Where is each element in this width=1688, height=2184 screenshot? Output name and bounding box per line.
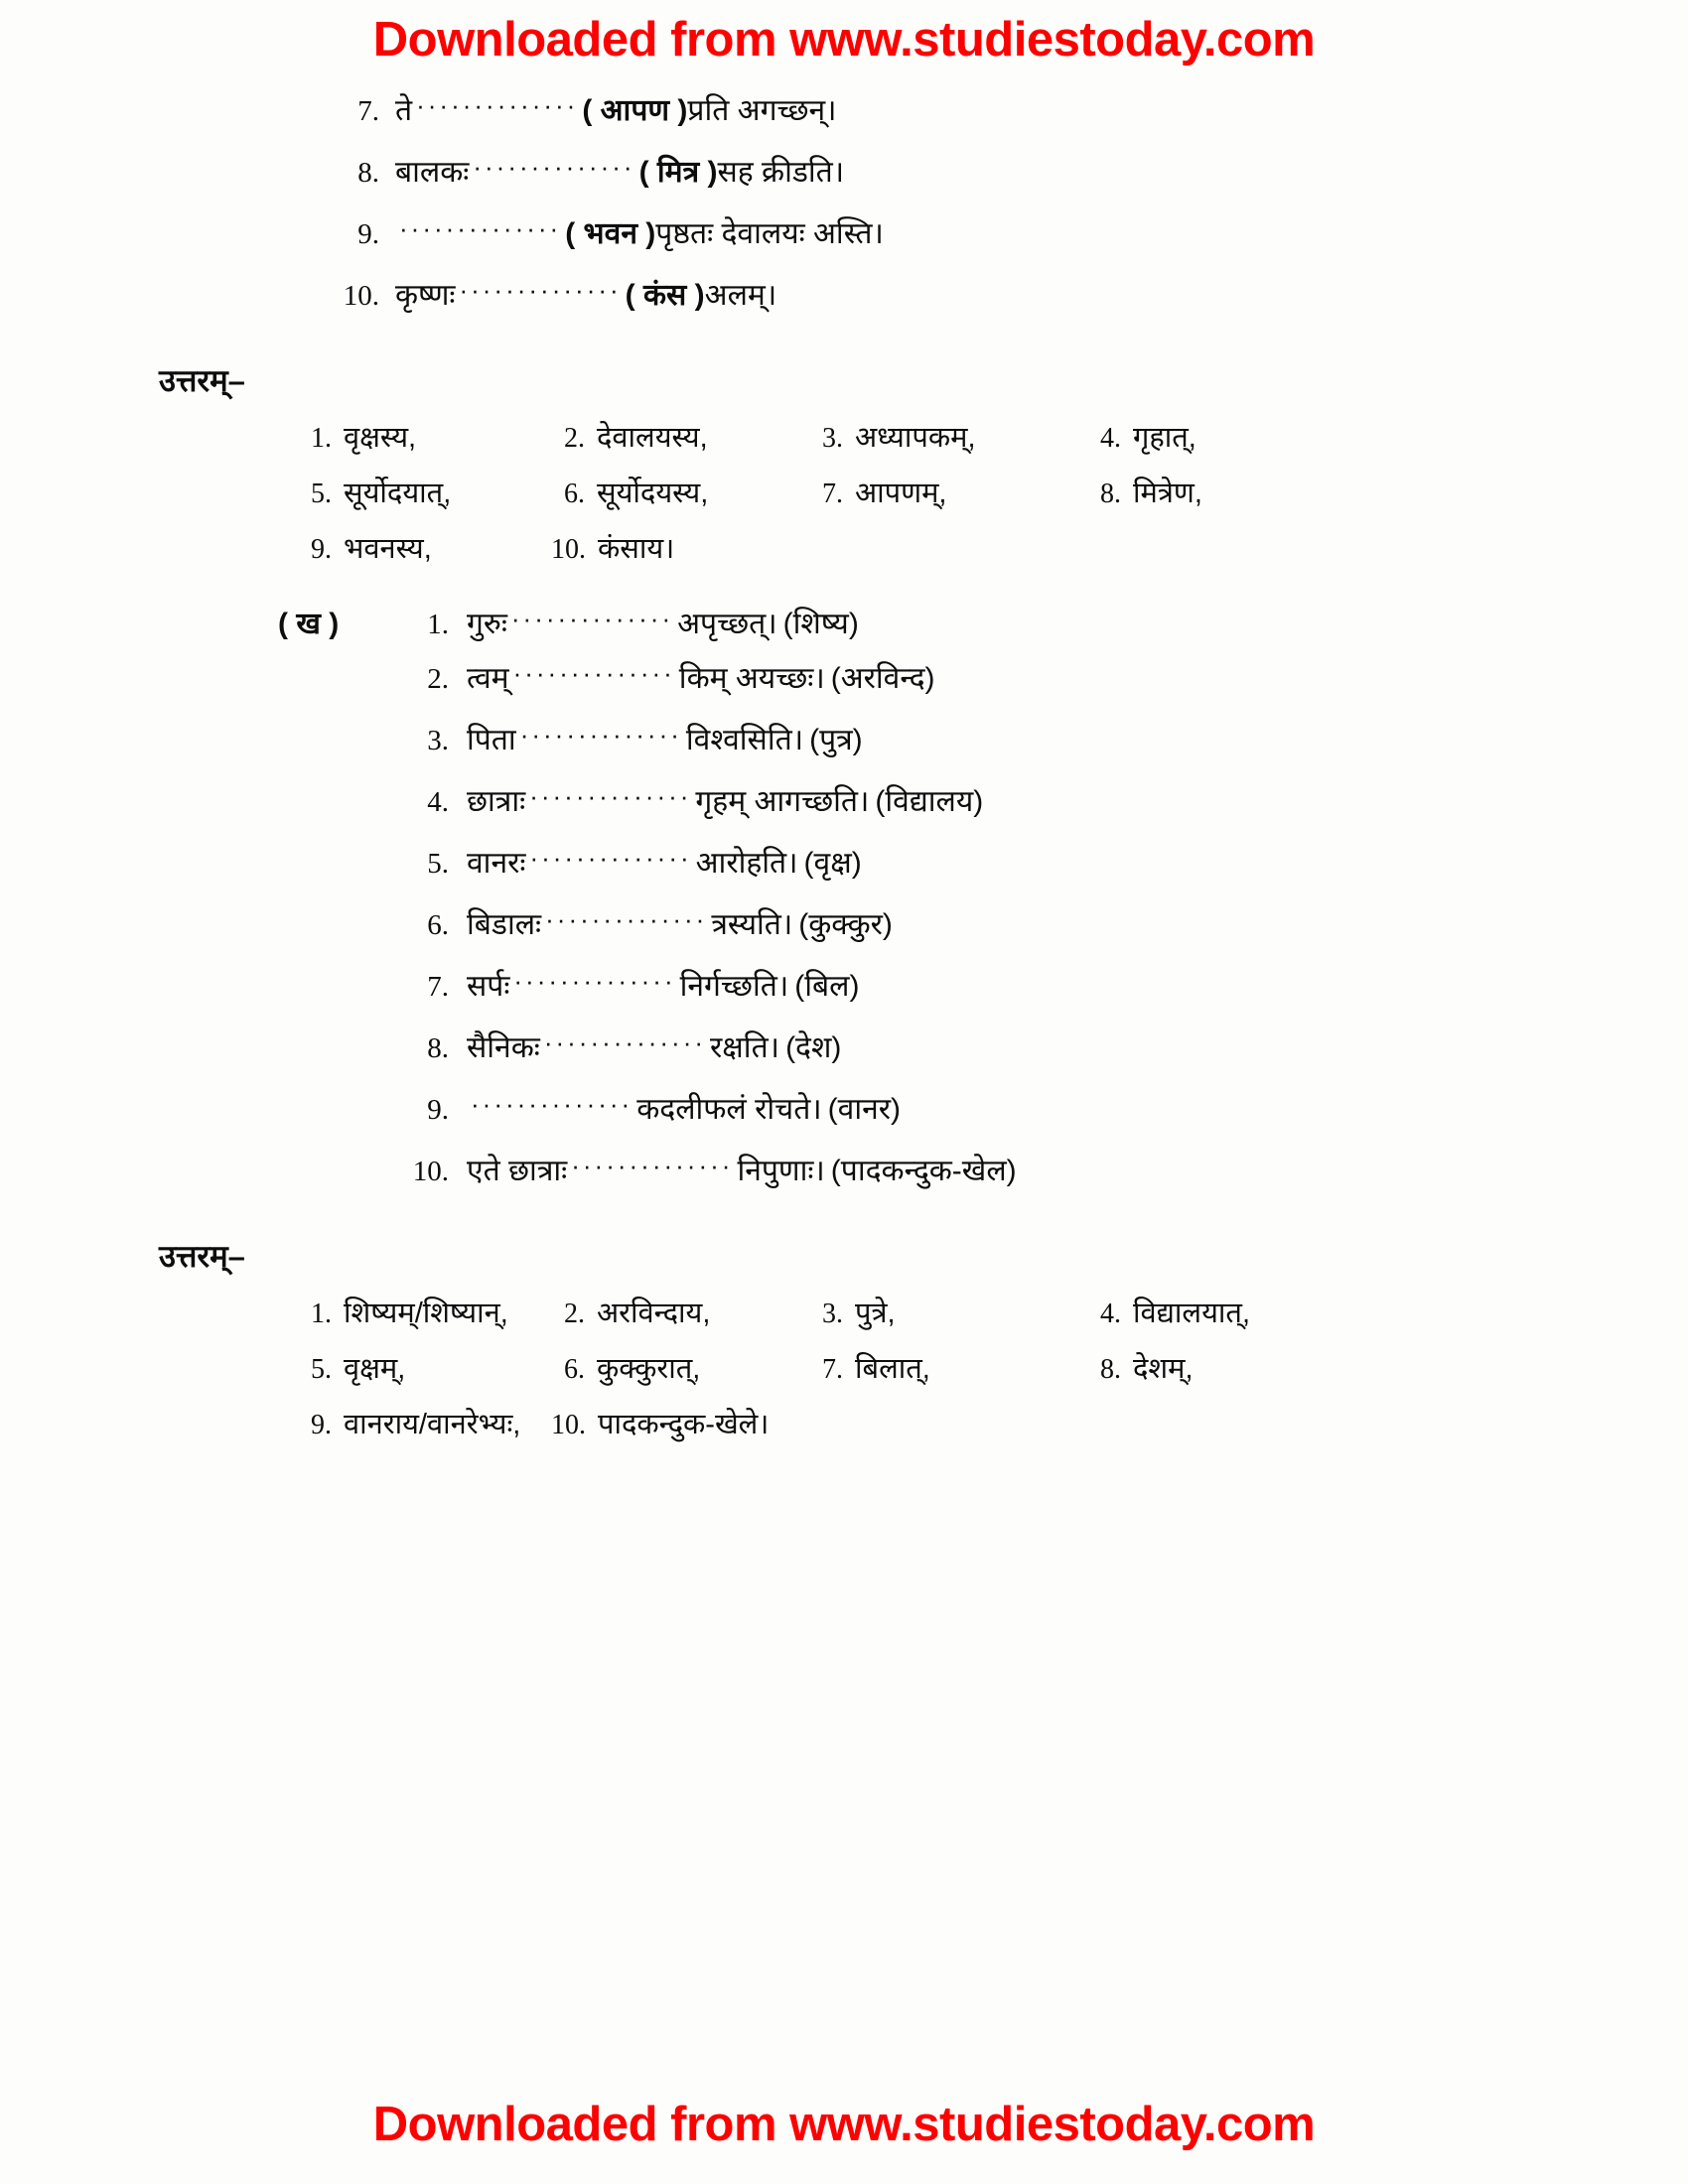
question-text bbox=[467, 1089, 902, 1126]
question-word: ( मित्र ) bbox=[638, 156, 718, 189]
answer-item bbox=[298, 417, 551, 456]
answer-item bbox=[551, 1404, 809, 1442]
answer-value: कंसाय। bbox=[598, 533, 675, 565]
section-b-answers bbox=[0, 1293, 1688, 1459]
question-hint: (शिष्य) bbox=[782, 608, 859, 640]
question-hint: (वानर) bbox=[827, 1093, 902, 1126]
question-number: 7. bbox=[357, 95, 379, 127]
question-number: 6. bbox=[427, 909, 449, 941]
answer-row bbox=[298, 528, 1688, 584]
question-hint: (वृक्ष) bbox=[803, 847, 862, 880]
question-text bbox=[467, 604, 859, 640]
question-post: त्रस्यति। bbox=[711, 908, 793, 941]
answer-index: 5. bbox=[311, 478, 332, 509]
answer-row bbox=[298, 1293, 1688, 1348]
question-row bbox=[387, 720, 1688, 786]
answer-value: आपणम्, bbox=[855, 478, 947, 509]
question-row bbox=[387, 966, 1688, 1032]
question-pre: कृष्णः bbox=[395, 279, 456, 312]
question-post: सह क्रीडति। bbox=[717, 156, 845, 189]
answer-value: मित्रेण, bbox=[1133, 478, 1202, 509]
question-row bbox=[318, 90, 1688, 157]
answer-item bbox=[551, 417, 809, 456]
answer-value: वृक्षम्, bbox=[344, 1353, 406, 1385]
question-text bbox=[467, 720, 863, 756]
section-a-answers-heading: उत्तरम्– bbox=[159, 363, 245, 398]
answer-row bbox=[298, 417, 1688, 473]
blank-dots: ·············· bbox=[529, 843, 692, 873]
answer-value: बिलात्, bbox=[855, 1353, 930, 1385]
question-number: 7. bbox=[427, 971, 449, 1003]
answer-index: 3. bbox=[822, 1298, 843, 1329]
question-hint: (बिल) bbox=[794, 970, 860, 1003]
question-number: 10. bbox=[412, 1156, 449, 1187]
answer-value: भवनस्य, bbox=[344, 533, 432, 565]
answer-value: विद्यालयात्, bbox=[1133, 1297, 1250, 1329]
question-text bbox=[467, 781, 984, 818]
blank-dots: ·············· bbox=[459, 275, 622, 305]
blank-dots: ·············· bbox=[416, 90, 579, 120]
question-post: रक्षति। bbox=[710, 1031, 780, 1064]
answer-index: 2. bbox=[564, 1298, 585, 1329]
question-pre: छात्राः bbox=[467, 785, 526, 818]
answer-item bbox=[551, 1348, 809, 1387]
question-number: 9. bbox=[427, 1094, 449, 1126]
question-number: 5. bbox=[427, 848, 449, 880]
answer-value: अरविन्दाय, bbox=[597, 1297, 711, 1329]
answer-item bbox=[809, 1348, 1087, 1387]
blank-dots: ·············· bbox=[545, 904, 708, 934]
question-pre: ते bbox=[395, 94, 413, 127]
watermark-top: Downloaded from www.studiestoday.com bbox=[372, 13, 1316, 67]
answer-index: 7. bbox=[822, 478, 843, 509]
question-post: पृष्ठतः देवालयः अस्ति। bbox=[655, 217, 884, 250]
answer-value: अध्यापकम्, bbox=[855, 422, 976, 454]
spacer bbox=[0, 1217, 1688, 1235]
blank-dots: ·············· bbox=[571, 1151, 734, 1180]
answer-index: 4. bbox=[1100, 1298, 1121, 1329]
question-hint: (विद्यालय) bbox=[875, 785, 984, 818]
question-pre: पिता bbox=[467, 724, 516, 756]
question-number: 3. bbox=[427, 725, 449, 756]
question-word: ( भवन ) bbox=[565, 217, 656, 250]
answer-item bbox=[809, 1293, 1087, 1331]
answer-item bbox=[551, 473, 809, 511]
section-b-questions bbox=[0, 602, 1688, 1217]
section-a-answers bbox=[0, 417, 1688, 584]
answer-index: 8. bbox=[1100, 1354, 1121, 1385]
question-hint: (अरविन्द) bbox=[830, 662, 935, 695]
question-post: प्रति अगच्छन्। bbox=[687, 94, 837, 127]
question-pre: सर्पः bbox=[467, 970, 510, 1003]
answer-index: 1. bbox=[311, 1298, 332, 1329]
question-hint: (पादकन्दुक-खेल) bbox=[830, 1155, 1017, 1187]
question-hint: (कुक्कुर) bbox=[798, 908, 893, 941]
question-post: निपुणाः। bbox=[737, 1155, 825, 1187]
answer-item bbox=[298, 1348, 551, 1387]
question-number: 1. bbox=[427, 609, 449, 640]
question-word: ( आपण ) bbox=[582, 94, 688, 127]
answer-value: देशम्, bbox=[1133, 1353, 1194, 1385]
answer-item bbox=[1087, 417, 1345, 456]
watermark-bottom: Downloaded from www.studiestoday.com bbox=[372, 2098, 1316, 2151]
answer-value: सूर्योदयात्, bbox=[344, 478, 452, 509]
answer-row bbox=[298, 473, 1688, 528]
question-text bbox=[467, 1027, 842, 1064]
question-row bbox=[387, 843, 1688, 909]
question-word: ( कंस ) bbox=[625, 279, 705, 312]
question-row bbox=[318, 152, 1688, 218]
blank-dots: ·············· bbox=[543, 1027, 707, 1057]
blank-dots: ·············· bbox=[471, 1089, 633, 1119]
section-b-answers-heading: उत्तरम्– bbox=[159, 1239, 245, 1274]
section-b-label: ( ख ) bbox=[278, 608, 340, 640]
answer-item bbox=[809, 473, 1087, 511]
answer-value: वृक्षस्य, bbox=[344, 422, 417, 454]
answer-value: वानराय/वानरेभ्यः, bbox=[344, 1409, 521, 1440]
blank-dots: ·············· bbox=[519, 720, 682, 750]
question-pre: सैनिकः bbox=[467, 1031, 540, 1064]
question-text bbox=[467, 904, 893, 941]
answer-item bbox=[551, 528, 809, 567]
blank-dots: ·············· bbox=[513, 966, 676, 996]
question-pre: त्वम् bbox=[467, 662, 509, 695]
answer-index: 8. bbox=[1100, 478, 1121, 509]
answer-index: 5. bbox=[311, 1354, 332, 1385]
question-pre: वानरः bbox=[467, 847, 526, 880]
question-text bbox=[467, 843, 862, 880]
blank-dots: ·············· bbox=[512, 658, 675, 688]
question-number: 10. bbox=[343, 280, 379, 312]
answer-item bbox=[298, 528, 551, 567]
blank-dots: ·············· bbox=[399, 213, 562, 243]
answer-value: पादकन्दुक-खेले। bbox=[598, 1409, 770, 1440]
answer-value: कुक्कुरात्, bbox=[597, 1353, 701, 1385]
spacer bbox=[0, 341, 1688, 359]
answer-item bbox=[1087, 1348, 1345, 1387]
question-pre: गुरुः bbox=[467, 608, 507, 640]
question-hint: (देश) bbox=[785, 1031, 842, 1064]
answer-value: देवालयस्य, bbox=[597, 422, 708, 454]
answer-item bbox=[298, 1293, 551, 1331]
answer-item bbox=[1087, 1293, 1345, 1331]
answer-index: 4. bbox=[1100, 423, 1121, 454]
answer-index: 6. bbox=[564, 1354, 585, 1385]
question-pre: बालकः bbox=[395, 156, 470, 189]
question-pre: एते छात्राः bbox=[467, 1155, 568, 1187]
answer-index: 10. bbox=[551, 1410, 586, 1440]
question-number: 2. bbox=[427, 663, 449, 695]
question-text bbox=[467, 966, 860, 1003]
question-text bbox=[395, 275, 777, 312]
question-row bbox=[318, 213, 1688, 280]
answer-row bbox=[298, 1348, 1688, 1404]
question-number: 8. bbox=[427, 1032, 449, 1064]
blank-dots: ·············· bbox=[473, 152, 635, 182]
blank-dots: ·············· bbox=[510, 604, 674, 633]
question-row bbox=[387, 658, 1688, 725]
answer-index: 3. bbox=[822, 423, 843, 454]
answer-item bbox=[809, 417, 1087, 456]
question-row bbox=[387, 1151, 1688, 1217]
answer-row bbox=[298, 1404, 1688, 1459]
question-row bbox=[387, 1027, 1688, 1094]
question-number: 8. bbox=[357, 157, 379, 189]
answer-index: 9. bbox=[311, 1410, 332, 1440]
answer-item bbox=[551, 1293, 809, 1331]
question-row bbox=[318, 275, 1688, 341]
answer-index: 9. bbox=[311, 534, 332, 565]
answer-index: 6. bbox=[564, 478, 585, 509]
answer-index: 10. bbox=[551, 534, 586, 565]
question-row bbox=[387, 904, 1688, 971]
answer-index: 1. bbox=[311, 423, 332, 454]
question-post: कदलीफलं रोचते। bbox=[636, 1093, 822, 1126]
answer-index: 2. bbox=[564, 423, 585, 454]
question-text bbox=[395, 152, 845, 189]
question-post: आरोहति। bbox=[695, 847, 798, 880]
section-a-questions bbox=[0, 90, 1688, 341]
question-text bbox=[395, 90, 837, 127]
question-text bbox=[467, 658, 935, 695]
question-hint: (पुत्र) bbox=[809, 724, 863, 756]
question-text bbox=[395, 213, 884, 250]
section-b-remaining-rows bbox=[278, 658, 1688, 1217]
question-row bbox=[387, 781, 1688, 848]
question-post: गृहम् आगच्छति। bbox=[695, 785, 870, 818]
section-b-first-row bbox=[278, 602, 1688, 663]
question-post: अपृच्छत्। bbox=[677, 608, 777, 640]
question-post: किम् अयच्छः। bbox=[678, 662, 825, 695]
question-post: निर्गच्छति। bbox=[679, 970, 789, 1003]
blank-dots: ·············· bbox=[529, 781, 692, 811]
question-pre: बिडालः bbox=[467, 908, 542, 941]
spacer bbox=[0, 584, 1688, 602]
answer-index: 7. bbox=[822, 1354, 843, 1385]
question-number: 4. bbox=[427, 786, 449, 818]
question-row bbox=[387, 1089, 1688, 1156]
question-number: 9. bbox=[357, 218, 379, 250]
question-post: अलम्। bbox=[704, 279, 777, 312]
answer-value: शिष्यम्/शिष्यान्, bbox=[344, 1297, 508, 1329]
question-text bbox=[467, 1151, 1017, 1187]
answer-item bbox=[298, 1404, 551, 1442]
answer-value: सूर्योदयस्य, bbox=[597, 478, 709, 509]
answer-value: गृहात्, bbox=[1133, 422, 1196, 454]
answer-item bbox=[1087, 473, 1345, 511]
answer-item bbox=[298, 473, 551, 511]
document-content bbox=[0, 90, 1688, 1459]
question-post: विश्वसिति। bbox=[685, 724, 804, 756]
answer-value: पुत्रे, bbox=[855, 1297, 896, 1329]
